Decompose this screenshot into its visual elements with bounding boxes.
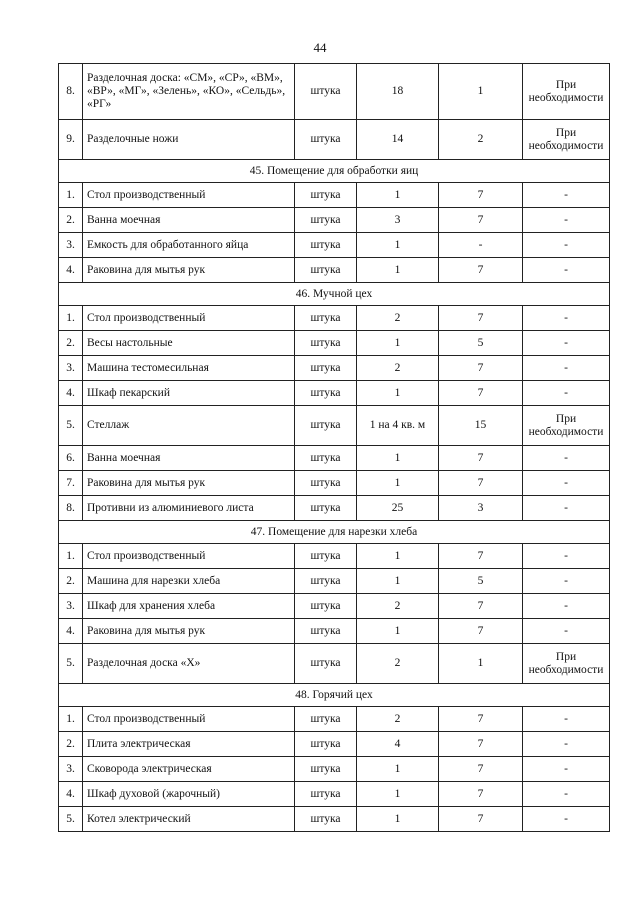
service-life-cell: 7	[439, 446, 523, 471]
unit-cell: штука	[295, 183, 357, 208]
row-number-cell: 5.	[59, 644, 83, 684]
item-name-cell: Разделочные ножи	[83, 120, 295, 160]
table-row	[59, 356, 610, 381]
service-life-cell: 1	[439, 64, 523, 120]
section-header-row	[59, 521, 610, 544]
table-row	[59, 619, 610, 644]
section-header-row	[59, 684, 610, 707]
page-number: 44	[313, 40, 327, 55]
row-number-cell: 4.	[59, 381, 83, 406]
table-row	[59, 306, 610, 331]
item-name-cell: Раковина для мытья рук	[83, 471, 295, 496]
table-row	[59, 594, 610, 619]
item-name-cell: Стол производственный	[83, 544, 295, 569]
table-row	[59, 331, 610, 356]
row-number-cell: 7.	[59, 471, 83, 496]
quantity-cell: 14	[357, 120, 439, 160]
row-number-cell: 8.	[59, 496, 83, 521]
note-cell: При необходимости	[523, 406, 610, 446]
note-cell: -	[523, 331, 610, 356]
item-name-cell: Противни из алюминиевого листа	[83, 496, 295, 521]
unit-cell: штука	[295, 258, 357, 283]
item-name-cell: Раковина для мытья рук	[83, 258, 295, 283]
unit-cell: штука	[295, 233, 357, 258]
table-row	[59, 64, 610, 120]
note-cell: При необходимости	[523, 644, 610, 684]
quantity-cell: 1	[357, 381, 439, 406]
table-row	[59, 183, 610, 208]
quantity-cell: 2	[357, 707, 439, 732]
row-number-cell: 2.	[59, 331, 83, 356]
note-cell: -	[523, 569, 610, 594]
section-header-row	[59, 160, 610, 183]
note-cell: -	[523, 306, 610, 331]
quantity-cell: 1	[357, 544, 439, 569]
table-row	[59, 757, 610, 782]
unit-cell: штука	[295, 496, 357, 521]
quantity-cell: 1	[357, 757, 439, 782]
item-name-cell: Емкость для обработанного яйца	[83, 233, 295, 258]
note-cell: При необходимости	[523, 120, 610, 160]
row-number-cell: 1.	[59, 707, 83, 732]
row-number-cell: 3.	[59, 594, 83, 619]
note-cell: -	[523, 471, 610, 496]
note-cell: -	[523, 782, 610, 807]
item-name-cell: Стол производственный	[83, 707, 295, 732]
note-cell: -	[523, 446, 610, 471]
equipment-table	[58, 63, 610, 832]
unit-cell: штука	[295, 757, 357, 782]
unit-cell: штука	[295, 782, 357, 807]
row-number-cell: 3.	[59, 757, 83, 782]
quantity-cell: 1	[357, 331, 439, 356]
quantity-cell: 25	[357, 496, 439, 521]
unit-cell: штука	[295, 807, 357, 832]
unit-cell: штука	[295, 619, 357, 644]
row-number-cell: 1.	[59, 306, 83, 331]
table-row	[59, 208, 610, 233]
service-life-cell: 7	[439, 381, 523, 406]
quantity-cell: 1	[357, 807, 439, 832]
note-cell: -	[523, 807, 610, 832]
table-row	[59, 569, 610, 594]
quantity-cell: 2	[357, 594, 439, 619]
section-title: 46. Мучной цех	[59, 283, 610, 306]
service-life-cell: 7	[439, 807, 523, 832]
quantity-cell: 1	[357, 569, 439, 594]
service-life-cell: 7	[439, 544, 523, 569]
quantity-cell: 2	[357, 644, 439, 684]
note-cell: -	[523, 496, 610, 521]
row-number-cell: 2.	[59, 569, 83, 594]
unit-cell: штука	[295, 707, 357, 732]
service-life-cell: 7	[439, 757, 523, 782]
quantity-cell: 1	[357, 782, 439, 807]
note-cell: -	[523, 757, 610, 782]
note-cell: -	[523, 381, 610, 406]
item-name-cell: Раковина для мытья рук	[83, 619, 295, 644]
service-life-cell: 1	[439, 644, 523, 684]
note-cell: -	[523, 183, 610, 208]
unit-cell: штука	[295, 732, 357, 757]
item-name-cell: Весы настольные	[83, 331, 295, 356]
section-title: 48. Горячий цех	[59, 684, 610, 707]
service-life-cell: 7	[439, 258, 523, 283]
table-row	[59, 732, 610, 757]
item-name-cell: Машина для нарезки хлеба	[83, 569, 295, 594]
unit-cell: штука	[295, 208, 357, 233]
quantity-cell: 1	[357, 471, 439, 496]
item-name-cell: Котел электрический	[83, 807, 295, 832]
unit-cell: штука	[295, 569, 357, 594]
row-number-cell: 9.	[59, 120, 83, 160]
note-cell: -	[523, 356, 610, 381]
note-cell: -	[523, 619, 610, 644]
unit-cell: штука	[295, 356, 357, 381]
quantity-cell: 18	[357, 64, 439, 120]
quantity-cell: 3	[357, 208, 439, 233]
table-row	[59, 120, 610, 160]
note-cell: -	[523, 707, 610, 732]
unit-cell: штука	[295, 594, 357, 619]
row-number-cell: 1.	[59, 544, 83, 569]
service-life-cell: 7	[439, 471, 523, 496]
service-life-cell: -	[439, 233, 523, 258]
item-name-cell: Плита электрическая	[83, 732, 295, 757]
note-cell: -	[523, 732, 610, 757]
row-number-cell: 3.	[59, 356, 83, 381]
item-name-cell: Машина тестомесильная	[83, 356, 295, 381]
row-number-cell: 6.	[59, 446, 83, 471]
item-name-cell: Ванна моечная	[83, 208, 295, 233]
quantity-cell: 1	[357, 258, 439, 283]
service-life-cell: 5	[439, 331, 523, 356]
note-cell: При необходимости	[523, 64, 610, 120]
table-row	[59, 233, 610, 258]
item-name-cell: Шкаф духовой (жарочный)	[83, 782, 295, 807]
unit-cell: штука	[295, 331, 357, 356]
unit-cell: штука	[295, 471, 357, 496]
item-name-cell: Стеллаж	[83, 406, 295, 446]
service-life-cell: 7	[439, 732, 523, 757]
service-life-cell: 7	[439, 619, 523, 644]
service-life-cell: 7	[439, 208, 523, 233]
row-number-cell: 2.	[59, 208, 83, 233]
unit-cell: штука	[295, 544, 357, 569]
item-name-cell: Ванна моечная	[83, 446, 295, 471]
unit-cell: штука	[295, 381, 357, 406]
quantity-cell: 2	[357, 356, 439, 381]
table-row	[59, 544, 610, 569]
row-number-cell: 4.	[59, 782, 83, 807]
note-cell: -	[523, 594, 610, 619]
note-cell: -	[523, 258, 610, 283]
table-row	[59, 496, 610, 521]
unit-cell: штука	[295, 306, 357, 331]
row-number-cell: 8.	[59, 64, 83, 120]
table-row	[59, 782, 610, 807]
row-number-cell: 5.	[59, 807, 83, 832]
unit-cell: штука	[295, 120, 357, 160]
note-cell: -	[523, 208, 610, 233]
quantity-cell: 1	[357, 233, 439, 258]
item-name-cell: Сковорода электрическая	[83, 757, 295, 782]
service-life-cell: 7	[439, 356, 523, 381]
row-number-cell: 3.	[59, 233, 83, 258]
row-number-cell: 4.	[59, 258, 83, 283]
unit-cell: штука	[295, 406, 357, 446]
service-life-cell: 2	[439, 120, 523, 160]
note-cell: -	[523, 233, 610, 258]
table-row	[59, 406, 610, 446]
service-life-cell: 7	[439, 707, 523, 732]
quantity-cell: 1	[357, 446, 439, 471]
item-name-cell: Шкаф пекарский	[83, 381, 295, 406]
quantity-cell: 1	[357, 183, 439, 208]
row-number-cell: 1.	[59, 183, 83, 208]
section-header-row	[59, 283, 610, 306]
quantity-cell: 1 на 4 кв. м	[357, 406, 439, 446]
table-row	[59, 471, 610, 496]
item-name-cell: Шкаф для хранения хлеба	[83, 594, 295, 619]
note-cell: -	[523, 544, 610, 569]
service-life-cell: 7	[439, 782, 523, 807]
table-row	[59, 707, 610, 732]
row-number-cell: 4.	[59, 619, 83, 644]
equipment-table-body	[59, 64, 610, 832]
service-life-cell: 7	[439, 306, 523, 331]
row-number-cell: 5.	[59, 406, 83, 446]
table-row	[59, 807, 610, 832]
unit-cell: штука	[295, 64, 357, 120]
row-number-cell: 2.	[59, 732, 83, 757]
quantity-cell: 2	[357, 306, 439, 331]
service-life-cell: 3	[439, 496, 523, 521]
service-life-cell: 7	[439, 183, 523, 208]
table-row	[59, 258, 610, 283]
table-row	[59, 446, 610, 471]
table-row	[59, 381, 610, 406]
table-row	[59, 644, 610, 684]
section-title: 47. Помещение для нарезки хлеба	[59, 521, 610, 544]
service-life-cell: 7	[439, 594, 523, 619]
quantity-cell: 4	[357, 732, 439, 757]
item-name-cell: Стол производственный	[83, 306, 295, 331]
service-life-cell: 5	[439, 569, 523, 594]
unit-cell: штука	[295, 644, 357, 684]
item-name-cell: Стол производственный	[83, 183, 295, 208]
service-life-cell: 15	[439, 406, 523, 446]
item-name-cell: Разделочная доска: «СМ», «СР», «ВМ», «ВР», «МГ», «Зелень», «КО», «Сельдь», «РГ»	[83, 64, 295, 120]
item-name-cell: Разделочная доска «Х»	[83, 644, 295, 684]
unit-cell: штука	[295, 446, 357, 471]
section-title: 45. Помещение для обработки яиц	[59, 160, 610, 183]
quantity-cell: 1	[357, 619, 439, 644]
